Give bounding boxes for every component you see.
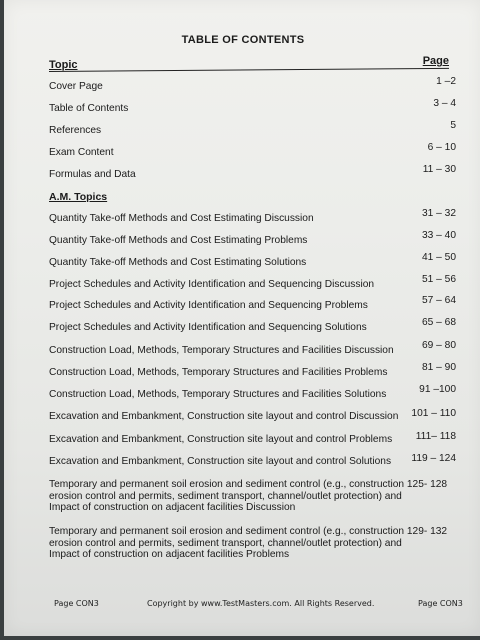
toc-page: 51 – 56 bbox=[422, 274, 456, 285]
toc-topic: Excavation and Embankment, Construction site layout and control Solutions bbox=[49, 456, 392, 467]
toc-page: 6 – 10 bbox=[427, 142, 456, 153]
toc-entry-line: Temporary and permanent soil erosion and sediment control (e.g., construction 129- 132 bbox=[49, 526, 448, 537]
toc-entry-line: Impact of construction on adjacent facilities Problems bbox=[49, 549, 290, 560]
toc-entry-line: erosion control and permits, sediment transport, channel/outlet protection) and bbox=[49, 537, 402, 549]
toc-topic: Table of Contents bbox=[49, 103, 129, 114]
footer-copyright: Copyright by www.TestMasters.com. All Rights Reserved. bbox=[147, 599, 375, 608]
topic-column-header: Topic bbox=[49, 59, 78, 71]
page-column-header: Page bbox=[422, 55, 449, 67]
toc-page: 31 – 32 bbox=[422, 208, 456, 219]
toc-topic: Construction Load, Methods, Temporary Structures and Facilities Problems bbox=[49, 367, 388, 378]
toc-page: 101 – 110 bbox=[411, 408, 456, 419]
toc-topic: Formulas and Data bbox=[49, 169, 136, 180]
toc-topic: Excavation and Embankment, Construction site layout and control Problems bbox=[49, 434, 393, 445]
toc-page: 11 – 30 bbox=[422, 164, 456, 175]
toc-topic: Project Schedules and Activity Identification and Sequencing Discussion bbox=[49, 279, 375, 290]
toc-page: 1 –2 bbox=[436, 76, 456, 87]
toc-page: 119 – 124 bbox=[411, 453, 456, 464]
toc-entry-line: Impact of construction on adjacent facilities Discussion bbox=[49, 502, 296, 513]
toc-topic: Project Schedules and Activity Identification and Sequencing Solutions bbox=[49, 322, 367, 333]
toc-page: 57 – 64 bbox=[422, 295, 456, 306]
toc-topic: Construction Load, Methods, Temporary Structures and Facilities Discussion bbox=[49, 345, 394, 356]
toc-page: 81 – 90 bbox=[422, 362, 456, 373]
toc-multiline-entry bbox=[49, 526, 448, 561]
toc-entry-line: erosion control and permits, sediment transport, channel/outlet protection) and bbox=[49, 490, 402, 502]
toc-entry-line: Temporary and permanent soil erosion and sediment control (e.g., construction 125- 128 bbox=[49, 479, 448, 490]
header-rule bbox=[49, 68, 449, 72]
toc-topic: Quantity Take-off Methods and Cost Estimating Discussion bbox=[49, 213, 314, 224]
footer-page-right: Page CON3 bbox=[418, 599, 463, 608]
am-topics-heading: A.M. Topics bbox=[49, 191, 108, 203]
toc-page: 69 – 80 bbox=[422, 340, 456, 351]
toc-topic: References bbox=[49, 125, 102, 136]
toc-page: 3 – 4 bbox=[433, 98, 456, 109]
toc-topic: Construction Load, Methods, Temporary Structures and Facilities Solutions bbox=[49, 389, 387, 400]
toc-page: 33 – 40 bbox=[422, 230, 456, 241]
document-page bbox=[4, 0, 480, 636]
toc-page: 111– 118 bbox=[415, 431, 456, 442]
toc-multiline-entry bbox=[49, 479, 448, 514]
toc-page: 91 –100 bbox=[419, 384, 456, 395]
footer-page-left: Page CON3 bbox=[54, 599, 99, 608]
toc-topic: Project Schedules and Activity Identification and Sequencing Problems bbox=[49, 300, 368, 311]
toc-topic: Cover Page bbox=[49, 81, 103, 92]
toc-topic: Quantity Take-off Methods and Cost Estimating Problems bbox=[49, 235, 308, 246]
toc-topic: Excavation and Embankment, Construction site layout and control Discussion bbox=[49, 411, 399, 422]
page-title: TABLE OF CONTENTS bbox=[181, 34, 305, 46]
toc-page: 65 – 68 bbox=[422, 317, 456, 328]
toc-topic: Quantity Take-off Methods and Cost Estimating Solutions bbox=[49, 257, 307, 268]
toc-page: 5 bbox=[450, 120, 456, 131]
toc-topic: Exam Content bbox=[49, 147, 114, 158]
toc-page: 41 – 50 bbox=[422, 252, 456, 263]
